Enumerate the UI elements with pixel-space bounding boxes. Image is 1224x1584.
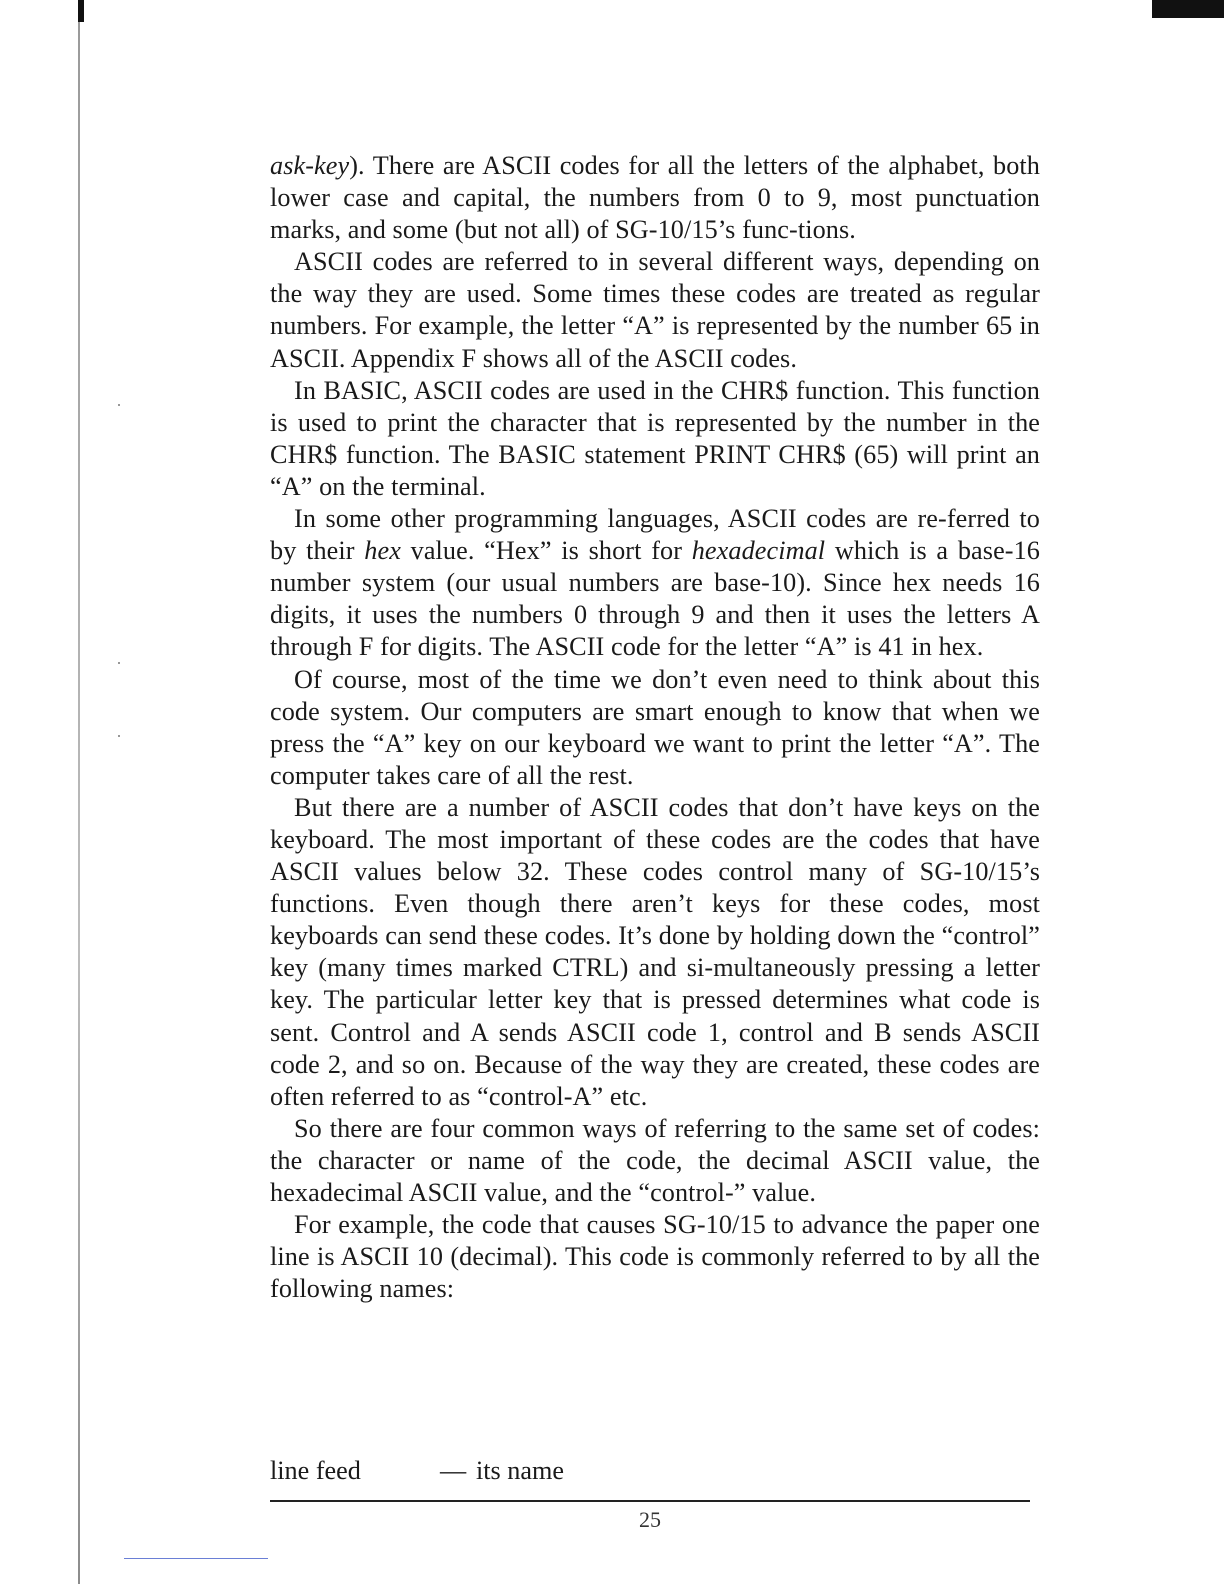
list-item bbox=[270, 1455, 870, 1487]
scan-speck bbox=[118, 404, 120, 406]
intro-text: ). There are ASCII codes for all the letters of the alphabet, both lower case and capital, the numbers from 0 to 9, most punctuation marks, and some (but not all) of SG-10/15’s func-tions. bbox=[270, 151, 1040, 245]
paragraph-control-codes: But there are a number of ASCII codes that don’t have keys on the keyboard. The most important of these codes are the codes that have ASCII values below 32. These codes control many of SG-10/15’s functions. Even though there aren’t keys for these codes, most keyboards can send these codes. It’s done by holding down the “control” key (many times marked CTRL) and si-multaneously pressing a letter key. The particular letter key that is pressed determines what code is sent. Control and A sends ASCII code 1, control and B sends ASCII code 2, and so on. Because of the way they are created, these codes are often referred to as “control-A” etc. bbox=[270, 792, 1040, 1111]
paragraph-ascii-ways: ASCII codes are referred to in several different ways, depending on the way they are used. Some times these codes are treated as regular numbers. For example, the letter “A” is represented by the number 65 in ASCII. Appendix F shows all of the ASCII codes. bbox=[270, 247, 1040, 373]
scan-edge-left bbox=[78, 0, 80, 1584]
list-dash: — bbox=[440, 1456, 467, 1485]
scan-speck bbox=[118, 662, 120, 664]
body-text bbox=[270, 150, 1040, 1305]
hex-text-1: In some other programming languages, ASCII codes are re-ferred to by their bbox=[270, 504, 1040, 566]
hex-text-3: which is a base-16 number system (our usual numbers are base-10). Since hex needs 16 digits, it uses the numbers 0 through 9 and then it uses the letters A through F for digits. The ASCII code for the letter “A” is 41 in hex. bbox=[270, 536, 1040, 662]
paragraph-intro bbox=[270, 150, 1040, 246]
paragraph-example: For example, the code that causes SG-10/15 to advance the paper one line is ASCII 10 (decimal). This code is commonly referred to by all the following names: bbox=[270, 1210, 1040, 1304]
hex-text-2: value. “Hex” is short for bbox=[400, 536, 692, 566]
scan-speck bbox=[118, 735, 120, 737]
list-term: line feed bbox=[270, 1456, 361, 1485]
paragraph-hex bbox=[270, 503, 1040, 663]
paragraph-basic-chr: In BASIC, ASCII codes are used in the CHR$ function. This function is used to print the character that is represented by the number in the CHR$ function. The BASIC statement PRINT CHR$ (65) will print an “A” on the terminal. bbox=[270, 375, 1040, 501]
scan-edge-mark bbox=[78, 0, 84, 22]
paragraph-code-system: Of course, most of the time we don’t even need to think about this code system. Our computers are smart enough to know that when we press the “A” key on our keyboard we want to print the letter “A”. The computer takes care of all the rest. bbox=[270, 664, 1040, 790]
list-description: its name bbox=[476, 1456, 564, 1485]
page-number: 25 bbox=[639, 1507, 661, 1532]
scan-bottom-line bbox=[124, 1558, 268, 1559]
italic-term-hexadecimal: hexadecimal bbox=[691, 536, 826, 566]
scan-corner-mark bbox=[1152, 0, 1224, 18]
paragraph-four-ways: So there are four common ways of referring to the same set of codes: the character or name of the code, the decimal ASCII value, the hexadecimal ASCII value, and the “control-” value. bbox=[270, 1113, 1040, 1207]
italic-term-ask-key: ask-key bbox=[270, 151, 350, 180]
footer-rule bbox=[270, 1500, 1030, 1502]
italic-term-hex: hex bbox=[364, 536, 401, 566]
